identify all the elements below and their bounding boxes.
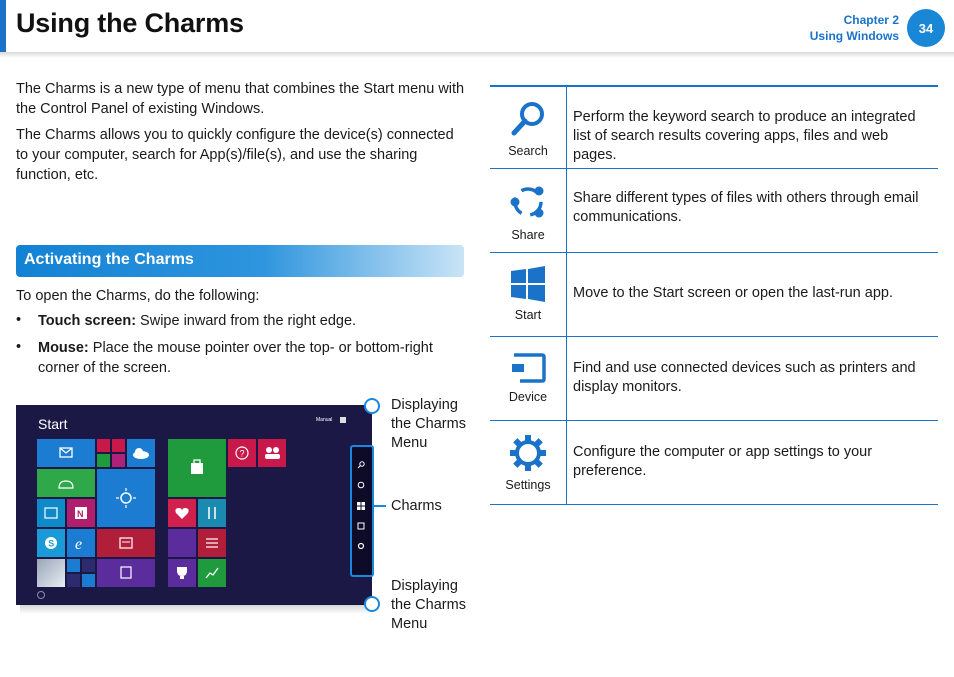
page-title: Using the Charms [16, 8, 244, 38]
callout-charms-label: Charms [391, 498, 442, 514]
charm-description: Find and use connected devices such as printers and display monitors. [573, 360, 916, 395]
charm-share-icon [357, 481, 365, 489]
money-tile [198, 559, 226, 587]
heart-icon [168, 499, 196, 527]
icon-cell [490, 181, 566, 242]
charm-settings-icon [357, 542, 365, 550]
games-tile [97, 454, 110, 467]
table-row [490, 421, 938, 505]
charm-description: Share different types of files with others through email communications. [573, 190, 919, 225]
callout-leader-charms [372, 505, 386, 507]
charm-label: Device [508, 390, 548, 404]
chart-up-icon [198, 559, 226, 587]
svg-text:?: ? [239, 448, 245, 459]
desktop-tile [37, 559, 65, 587]
device-icon [508, 351, 548, 385]
chapter-label [810, 12, 899, 44]
cloud-icon [127, 439, 155, 467]
apps-arrow-icon [37, 591, 45, 599]
fork-knife-icon [198, 499, 226, 527]
camera-tile [112, 454, 125, 467]
bullet-text: Swipe inward from the right edge. [136, 313, 357, 329]
bullet-mouse [38, 338, 466, 378]
sun-icon [97, 469, 155, 527]
charms-bar [350, 445, 374, 577]
icon-cell [490, 265, 566, 322]
bullet-marker: • [16, 312, 22, 328]
ie-icon [67, 529, 95, 557]
search-icon [508, 99, 548, 139]
charm-description: Configure the computer or app settings to your preference. [573, 444, 873, 479]
chapter-title: Using Windows [809, 29, 899, 43]
help-tile [228, 439, 256, 467]
table-row [490, 253, 938, 337]
start-screen-title: Start [38, 416, 68, 432]
icon-cell [490, 433, 566, 492]
small-tile [67, 559, 80, 572]
intro-paragraph-2: The Charms allows you to quickly configure the device(s) connected to your computer, search for App(s)/file(s), and use the sharing function, etc. [16, 127, 454, 183]
news-icon [97, 529, 155, 557]
charm-device-icon [357, 522, 365, 530]
calendar-icon [97, 559, 155, 587]
charms-table [490, 85, 938, 505]
skype-tile [37, 529, 65, 557]
bullet-marker: • [16, 339, 22, 355]
maps-tile [37, 469, 95, 497]
intro-paragraph-1: The Charms is a new type of menu that combines the Start menu with the Control Panel of existing Windows. [16, 81, 465, 117]
callout-marker-bottom [364, 596, 380, 612]
charm-label: Start [514, 308, 542, 322]
help-icon [228, 439, 256, 467]
people-tile [258, 439, 286, 467]
onenote-tile [67, 499, 95, 527]
icon-cell [490, 99, 566, 158]
photo-icon [37, 499, 65, 527]
charm-description: Perform the keyword search to produce an integrated list of search results covering apps, files and web pages. [573, 109, 916, 163]
store-bag-icon [168, 439, 226, 497]
onedrive-tile [127, 439, 155, 467]
news-tile [97, 529, 155, 557]
charm-label: Settings [505, 478, 551, 492]
table-row [490, 169, 938, 253]
charm-description: Move to the Start screen or open the last-run app. [573, 285, 893, 301]
bullet-bold: Touch screen: [38, 313, 137, 329]
mail-tile [37, 439, 95, 467]
sports-tile [168, 559, 196, 587]
svg-text:N: N [77, 509, 84, 519]
table-row [490, 87, 938, 169]
list-icon [198, 529, 226, 557]
header-accent-bar [0, 0, 6, 52]
small-tile [82, 559, 95, 572]
small-tile [82, 574, 95, 587]
start-screen-screenshot [16, 405, 372, 605]
settings-gear-icon [508, 433, 548, 473]
user-name: Manual [316, 417, 333, 423]
icon-cell [490, 351, 566, 404]
trophy-icon [168, 559, 196, 587]
bullet-touch-screen [38, 311, 466, 331]
charm-label: Search [508, 144, 548, 158]
charm-start-icon [357, 502, 365, 510]
header-divider [0, 52, 954, 58]
section-title: Activating the Charms [24, 251, 194, 268]
finance-tile [168, 529, 196, 557]
onenote-icon [67, 499, 95, 527]
video-tile [97, 439, 110, 452]
page-number-badge: 34 [907, 9, 945, 47]
callout-bottom-label: Displaying the Charms Menu [391, 578, 466, 632]
health-tile [168, 499, 196, 527]
section-header [16, 245, 464, 277]
people-icon [258, 439, 286, 467]
internet-explorer-tile [67, 529, 95, 557]
section-lead: To open the Charms, do the following: [16, 288, 260, 304]
calendar-tile [97, 559, 155, 587]
music-tile [112, 439, 125, 452]
food-tile [198, 499, 226, 527]
charm-label: Share [511, 228, 545, 242]
bullet-bold: Mouse: [38, 340, 89, 356]
table-row [490, 337, 938, 421]
mail-icon [37, 439, 95, 467]
weather-tile [97, 469, 155, 527]
share-icon [507, 181, 549, 223]
svg-text:S: S [48, 538, 55, 549]
photos-tile [37, 499, 65, 527]
svg-text:e: e [75, 536, 83, 553]
callout-top-label: Displaying the Charms Menu [391, 397, 466, 451]
chapter-number: Chapter 2 [843, 13, 899, 27]
store-tile [168, 439, 226, 497]
charm-search-icon [357, 461, 365, 469]
skype-icon [37, 529, 65, 557]
user-avatar [340, 417, 346, 423]
callout-marker-top [364, 398, 380, 414]
bullet-text: Place the mouse pointer over the top- or bottom-right corner of the screen. [38, 340, 433, 376]
small-tile [67, 574, 80, 587]
weather-cloud-icon [37, 469, 95, 497]
screenshot-shadow [20, 604, 372, 614]
reading-tile [198, 529, 226, 557]
windows-start-icon [509, 265, 547, 303]
